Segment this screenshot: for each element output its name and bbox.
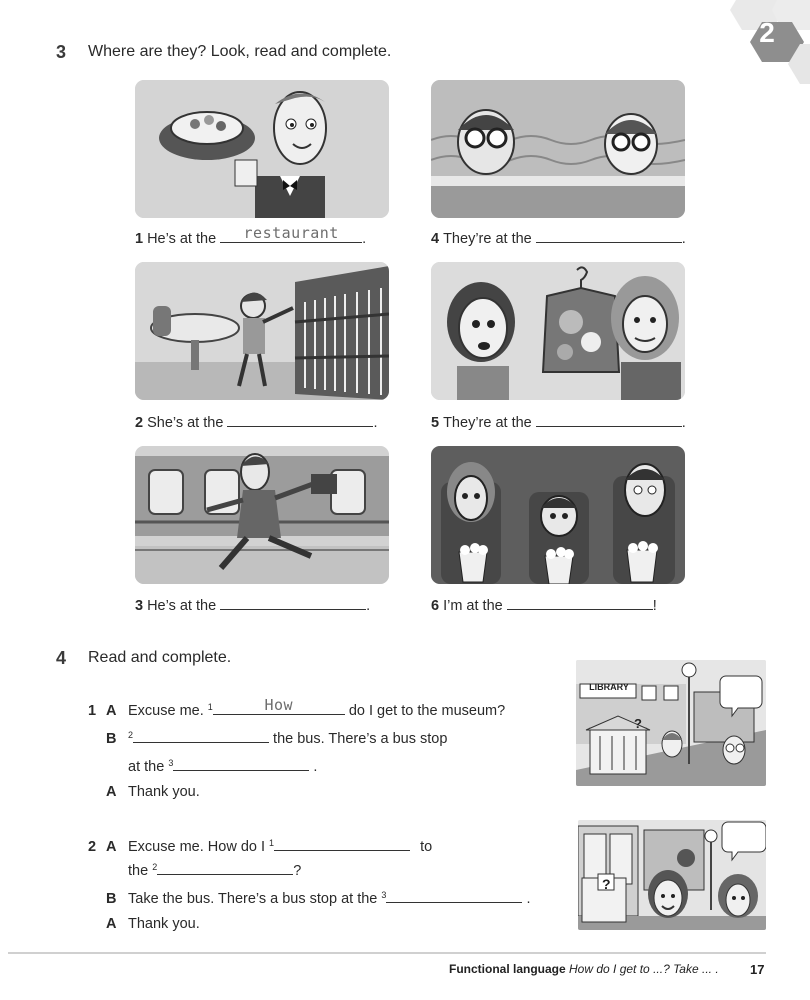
ex4-d1-blank-1[interactable] (213, 696, 345, 715)
ex3-item-1: 1 He’s at the restaurant . (135, 224, 367, 247)
ex3-blank-6[interactable] (507, 595, 653, 610)
picture-museum-street (576, 660, 766, 786)
footer-section: Functional language (449, 962, 566, 976)
unit-number: 2 (759, 17, 775, 48)
exercise-3-number: 3 (56, 42, 67, 62)
footer-text (449, 962, 719, 976)
ex3-item-6: 6 I’m at the ! (431, 595, 657, 614)
ex3-answer-1: restaurant (243, 224, 339, 242)
footer-topic: How do I get to ...? Take ... . (569, 962, 719, 976)
ex3-blank-4[interactable] (536, 228, 682, 243)
ex3-blank-5[interactable] (536, 412, 682, 427)
question-mark-2: ? (602, 876, 611, 892)
ex4-d2-blank-1[interactable] (274, 836, 410, 851)
ex4-d2-line2: the $^2$ ? (128, 862, 302, 879)
ex4-d2-line4: A Thank you. (106, 916, 200, 932)
ex4-d1-blank-3[interactable] (173, 756, 309, 771)
picture-library (135, 262, 389, 400)
footer-divider (8, 952, 766, 954)
picture-cinema (431, 446, 685, 584)
page-number: 17 (750, 962, 765, 977)
ex3-blank-2[interactable] (227, 412, 373, 427)
ex4-d1-line1: 1 A Excuse me. $^1$ How do I get to the museum? (88, 696, 506, 719)
ex4-d2-blank-2[interactable] (157, 860, 293, 875)
ex4-d1-line3: at the $^3$ . (128, 758, 318, 775)
ex4-d1-answer-1: How (264, 696, 294, 714)
library-sign: LIBRARY (589, 682, 629, 692)
picture-restaurant-waiter (135, 80, 389, 218)
exercise-4-number: 4 (56, 648, 67, 668)
ex3-item-5: 5 They’re at the . (431, 412, 686, 431)
picture-swimming-pool (431, 80, 685, 218)
ex3-item-4: 4 They’re at the . (431, 228, 686, 247)
picture-train-station (135, 446, 389, 584)
ex4-d1-line2: B $^2$ the bus. There’s a bus stop (106, 730, 448, 747)
ex3-item-3: 3 He’s at the . (135, 595, 370, 614)
ex3-blank-3[interactable] (220, 595, 366, 610)
ex4-d2-line1: 2 A Excuse me. How do I $^1$ to (88, 838, 433, 855)
ex3-item-2: 2 She’s at the . (135, 412, 377, 431)
picture-shops-street (578, 820, 766, 930)
exercise-4-instruction: Read and complete. (88, 649, 232, 666)
unit-badge-hexagons (722, 0, 810, 100)
ex4-d2-blank-3[interactable] (386, 888, 522, 903)
exercise-3-instruction: Where are they? Look, read and complete. (88, 43, 392, 60)
ex4-d1-line4: A Thank you. (106, 784, 200, 800)
picture-clothes-shop (431, 262, 685, 400)
ex4-d2-line3: B Take the bus. There’s a bus stop at the $^3$ . (106, 890, 531, 907)
ex4-d1-blank-2[interactable] (133, 728, 269, 743)
question-mark-1: ? (634, 716, 642, 731)
